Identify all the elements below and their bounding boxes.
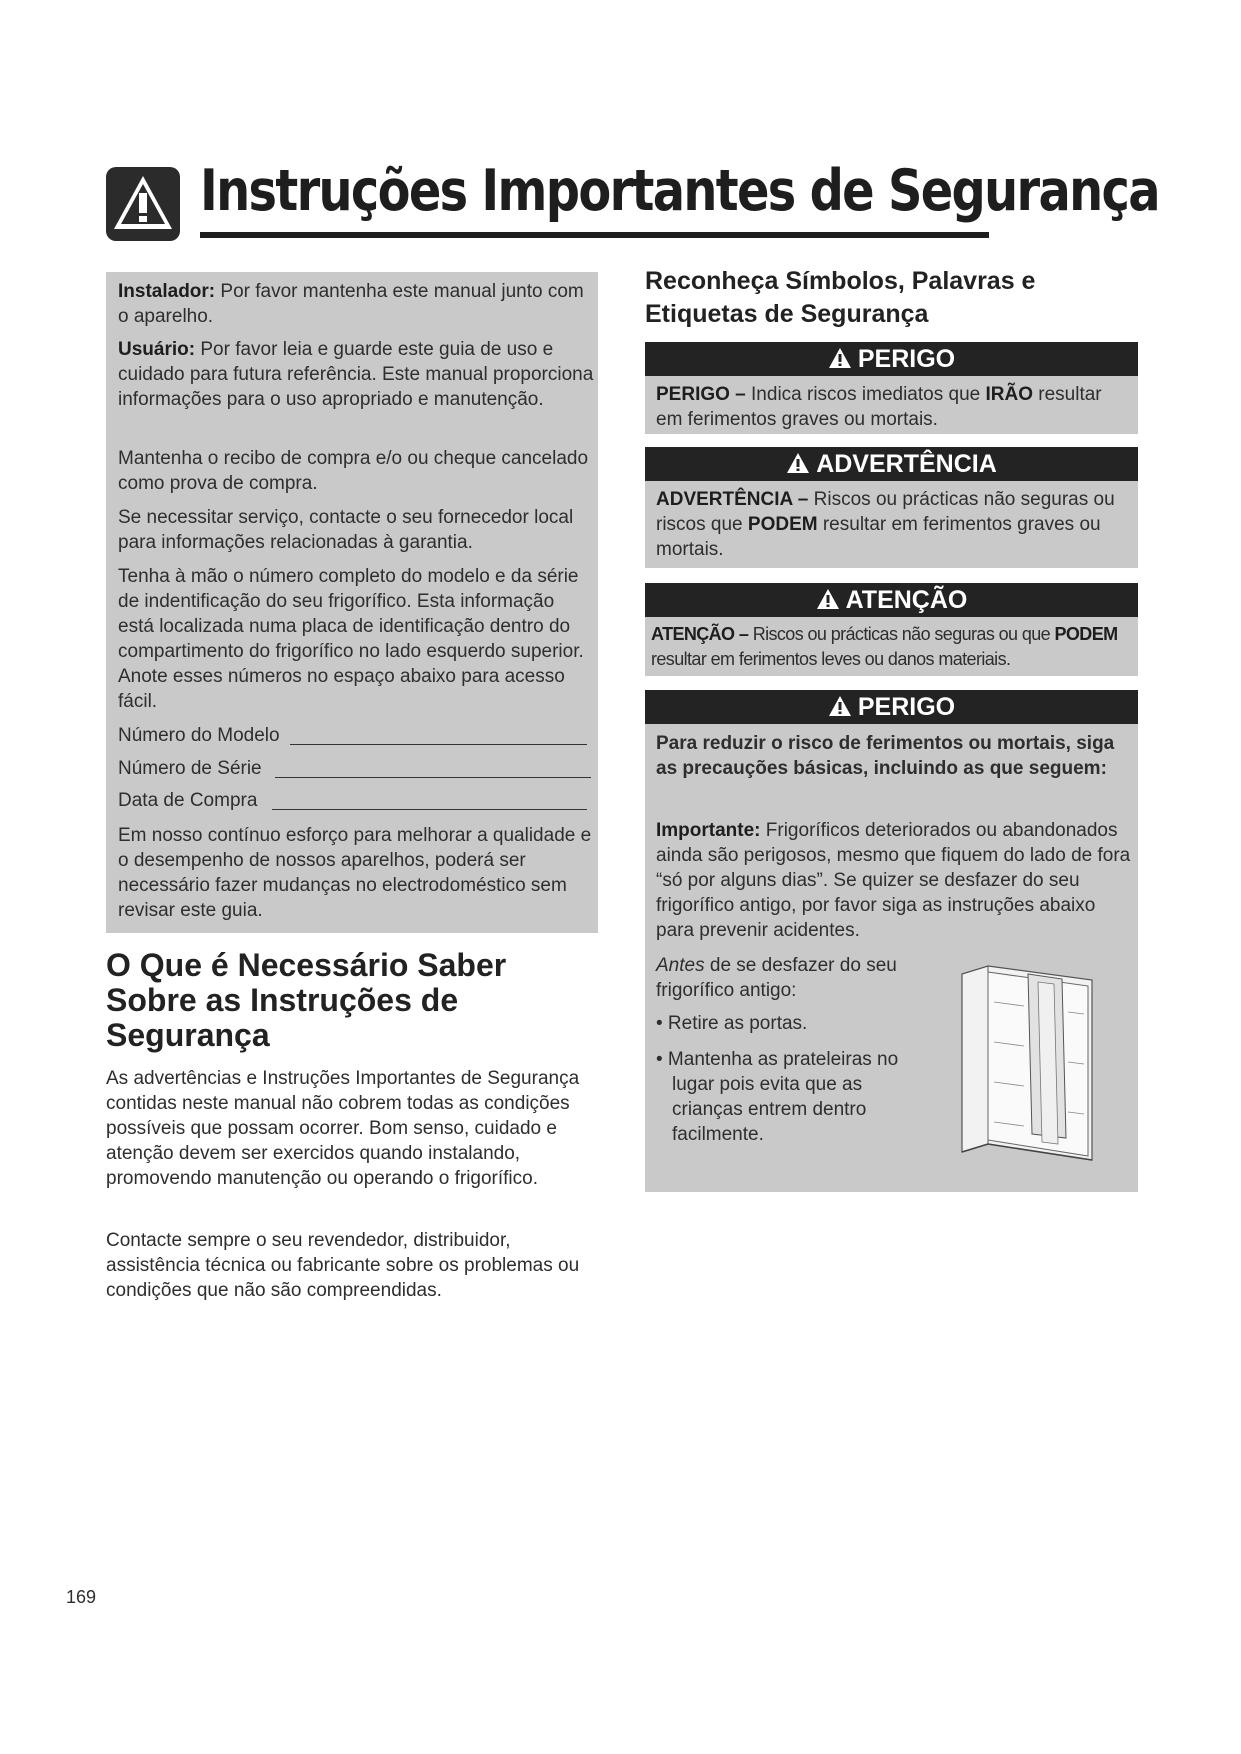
title-rule: [200, 232, 989, 238]
caution-definition: ATENÇÃO – Riscos ou prácticas não seguras ou que PODEM resultar em ferimentos leves ou danos materiais.: [651, 624, 1118, 669]
danger-box: [645, 376, 1138, 434]
what-to-know-para1: As advertências e Instruções Importantes de Segurança contidas neste manual não cobrem todas as condições possíveis que possam ocorrer. Bom senso, cuidado e atenção devem ser exercidos quando instalando, promovendo manutenção ou operando o frigorífico.: [106, 1068, 580, 1189]
info-box: [106, 272, 598, 933]
user-note: Usuário: Por favor leia e guarde este guia de uso e cuidado para futura referência. Este manual proporciona informações para o uso apropriado e manutenção.: [118, 339, 594, 410]
danger-header: PERIGO: [645, 342, 1138, 376]
symbols-title: Reconheça Símbolos, Palavras e Etiquetas de Segurança: [645, 267, 1036, 328]
what-to-know-title: O Que é Necessário Saber Sobre as Instruções de Segurança: [106, 947, 507, 1053]
bullet-remove-doors: • Retire as portas.: [656, 1013, 808, 1034]
warning-triangle-icon: [106, 167, 180, 241]
danger-triangle-icon: [828, 347, 852, 369]
purchase-date-line: [272, 809, 587, 810]
danger2-box: [645, 724, 1138, 1192]
danger2-header: PERIGO: [645, 690, 1138, 724]
model-number-label: Número do Modelo: [118, 725, 280, 746]
serial-number-line: [275, 777, 591, 778]
precautions-intro: Para reduzir o risco de ferimentos ou mortais, siga as precauções básicas, incluindo as que seguem:: [656, 733, 1115, 779]
bullet-keep-shelves: • Mantenha as prateleiras no lugar pois evita que as crianças entrem dentro facilmente.: [656, 1049, 899, 1145]
caution-triangle-icon: [816, 588, 840, 610]
service-note: Se necessitar serviço, contacte o seu fornecedor local para informações relacionadas à garantia.: [118, 507, 574, 553]
warning-box: [645, 481, 1138, 568]
warning-triangle-icon: [786, 452, 810, 474]
danger2-triangle-icon: [828, 695, 852, 717]
before-disposal: Antes de se desfazer do seu frigorífico antigo:: [656, 955, 897, 1001]
improvement-note: Em nosso contínuo esforço para melhorar a qualidade e o desempenho de nossos aparelhos, poderá ser necessário fazer mudanças no electrodoméstico sem revisar este guia.: [118, 825, 592, 921]
serial-number-label: Número de Série: [118, 758, 262, 779]
page-number: 169: [66, 1587, 97, 1607]
caution-header: ATENÇÃO: [645, 583, 1138, 617]
page-title: Instruções Importantes de Segurança: [200, 158, 1159, 224]
important-note: Importante: Frigoríficos deteriorados ou abandonados ainda são perigosos, mesmo que fiquem do lado de fora “só por alguns dias”. Se quizer se desfazer do seu frigorífico antigo, por favor siga as instruções abaixo para prevenir acidentes.: [656, 820, 1131, 941]
model-number-line: [290, 744, 587, 745]
purchase-date-label: Data de Compra: [118, 790, 258, 811]
warning-definition: ADVERTÊNCIA – Riscos ou prácticas não seguras ou riscos que PODEM resultar em ferimentos graves ou mortais.: [656, 489, 1115, 560]
receipt-note: Mantenha o recibo de compra e/o ou cheque cancelado como prova de compra.: [118, 448, 589, 494]
warning-header: ADVERTÊNCIA: [645, 447, 1138, 481]
danger-definition: PERIGO – Indica riscos imediatos que IRÃO resultar em ferimentos graves ou mortais.: [656, 384, 1102, 430]
what-to-know-para2: Contacte sempre o seu revendedor, distribuidor, assistência técnica ou fabricante sobre os problemas ou condições que não são compreendidas.: [106, 1230, 580, 1301]
serial-note: Tenha à mão o número completo do modelo e da série de indentificação do seu frigorífico. Esta informação está localizada numa placa de identificação dentro do compartimento do frigorífico no lado esquerdo superior. Anote esses números no espaço abaixo para acesso fácil.: [118, 566, 584, 712]
installer-note: Instalador: Por favor mantenha este manual junto com o aparelho.: [118, 281, 584, 327]
refrigerator-doors-removed-icon: [958, 962, 1098, 1167]
caution-box: [645, 617, 1138, 676]
